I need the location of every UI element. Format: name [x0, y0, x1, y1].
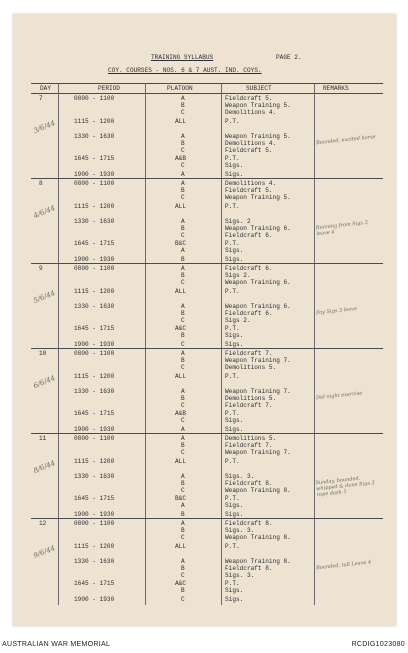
subject-cell: Weapon Training 6. [225, 279, 291, 287]
platoon-cell: B [181, 511, 185, 518]
subject-cell: Sigs. [225, 332, 244, 340]
period-cell: 1645 - 1715 [74, 495, 115, 502]
subject-cell: P.T. [225, 325, 240, 332]
platoon-cell: ALL [175, 373, 186, 380]
period-cell: 0800 - 1100 [74, 350, 115, 357]
subject-cell: Sigs. [225, 162, 244, 170]
day-divider [31, 263, 383, 264]
platoon-cell: B&C [175, 495, 186, 502]
subject-cell: Weapon Training 7. [225, 449, 291, 457]
period-cell: 1115 - 1200 [74, 203, 115, 210]
subject-cell: P.T. [225, 155, 240, 162]
platoon-cell: B [181, 225, 185, 233]
period-cell: 1645 - 1715 [74, 240, 115, 247]
period-cell: 1115 - 1200 [74, 373, 115, 380]
platoon-cell: C [181, 194, 185, 202]
platoon-cell: A [181, 247, 185, 255]
subject-cell: Demolitions 4. [225, 140, 277, 148]
platoon-cell: B [181, 587, 185, 595]
subject-cell: Weapon Training 5. [225, 194, 291, 202]
subject-cell: P.T. [225, 580, 240, 587]
subject-cell: Sigs. [225, 256, 244, 263]
subject-cell: Fieldcraft 8. [225, 520, 273, 527]
platoon-cell: A [181, 426, 185, 433]
subject-cell: P.T. [225, 203, 240, 210]
period-cell: 0800 - 1100 [74, 520, 115, 527]
period-cell: 1645 - 1715 [74, 410, 115, 417]
header-period: PERIOD [98, 85, 120, 92]
header-rule-bottom [31, 93, 383, 94]
subject-cell: Weapon Training 8. [225, 534, 291, 542]
platoon-cell: ALL [175, 203, 186, 210]
platoon-cell: A&C [175, 325, 186, 332]
platoon-cell: C [181, 417, 185, 425]
date-annotation: 5/6/44 [32, 289, 57, 305]
platoon-cell: A [181, 218, 185, 225]
platoon-cell: A [181, 558, 185, 565]
subject-cell: Fieldcraft 7. [225, 442, 273, 450]
subject-cell: Sigs 2. [225, 272, 251, 280]
header-day: DAY [40, 85, 51, 92]
platoon-cell: A [181, 350, 185, 357]
period-cell: 1330 - 1630 [74, 388, 115, 395]
platoon-cell: A&B [175, 410, 186, 417]
period-cell: 1900 - 1930 [74, 171, 115, 178]
subject-cell: P.T. [225, 410, 240, 417]
platoon-cell: B [181, 256, 185, 263]
platoon-cell: B [181, 332, 185, 340]
platoon-cell: C [181, 279, 185, 287]
remark-annotation: Bounded, excited horse [315, 134, 376, 147]
period-cell: 1330 - 1630 [74, 558, 115, 565]
subject-cell: Fieldcraft 7. [225, 402, 273, 410]
period-cell: 1330 - 1630 [74, 473, 115, 480]
subject-cell: P.T. [225, 543, 240, 550]
platoon-cell: A&B [175, 155, 186, 162]
platoon-cell: C [181, 317, 185, 325]
remark-annotation: Bounded, tall Leave 4 [315, 559, 372, 572]
platoon-cell: C [181, 534, 185, 542]
platoon-cell: ALL [175, 543, 186, 550]
subject-cell: Sigs. [225, 587, 244, 595]
subject-cell: Sigs. [225, 502, 244, 510]
period-cell: 1900 - 1930 [74, 256, 115, 263]
platoon-cell: A [181, 502, 185, 510]
subject-cell: Weapon Training 6. [225, 225, 291, 233]
platoon-cell: B [181, 527, 185, 535]
period-cell: 1115 - 1200 [74, 458, 115, 465]
platoon-cell: B&C [175, 240, 186, 247]
period-cell: 1900 - 1930 [74, 596, 115, 603]
platoon-cell: C [181, 449, 185, 457]
day-number: 8 [39, 180, 43, 187]
period-cell: 0800 - 1100 [74, 435, 115, 442]
period-cell: 1115 - 1200 [74, 543, 115, 550]
platoon-cell: C [181, 364, 185, 372]
subject-cell: Demolitions 5. [225, 435, 277, 442]
remark-annotation: Pay Sigs 3 leave [315, 305, 358, 317]
subject-cell: Sigs 2. [225, 317, 251, 325]
header-subject: SUBJECT [246, 85, 272, 92]
period-cell: 1900 - 1930 [74, 341, 115, 348]
platoon-cell: A [181, 473, 185, 480]
platoon-cell: ALL [175, 288, 186, 295]
document-subtitle: COY. COURSES - NOS. 6 & 7 AUST. IND. COYS. [108, 67, 262, 74]
period-cell: 1900 - 1930 [74, 511, 115, 518]
platoon-cell: B [181, 442, 185, 450]
platoon-cell: A [181, 265, 185, 272]
date-annotation: 8/6/44 [32, 459, 57, 475]
subject-cell: P.T. [225, 288, 240, 295]
subject-cell: Fieldcraft 5. [225, 95, 273, 102]
subject-cell: Fieldcraft 5. [225, 147, 273, 155]
platoon-cell: A [181, 171, 185, 178]
platoon-cell: A [181, 95, 185, 102]
period-cell: 1115 - 1200 [74, 288, 115, 295]
platoon-cell: ALL [175, 118, 186, 125]
platoon-cell: B [181, 395, 185, 403]
day-divider [31, 518, 383, 519]
platoon-cell: ALL [175, 458, 186, 465]
subject-cell: P.T. [225, 373, 240, 380]
day-number: 9 [39, 265, 43, 272]
platoon-cell: B [181, 480, 185, 488]
header-remarks: REMARKS [323, 85, 349, 92]
subject-cell: Weapon Training 5. [225, 102, 291, 110]
column-rule [314, 83, 315, 605]
subject-cell: P.T. [225, 458, 240, 465]
subject-cell: Sigs. 3. [225, 473, 255, 480]
subject-cell: Fieldcraft 8. [225, 565, 273, 573]
platoon-cell: B [181, 272, 185, 280]
subject-cell: Sigs. [225, 341, 244, 348]
platoon-cell: C [181, 572, 185, 580]
subject-cell: Fieldcraft 5. [225, 187, 273, 195]
day-number: 7 [39, 95, 43, 102]
platoon-cell: C [181, 341, 185, 348]
subject-cell: P.T. [225, 240, 240, 247]
subject-cell: P.T. [225, 118, 240, 125]
subject-cell: Weapon Training 6. [225, 303, 291, 310]
column-rule [58, 83, 59, 605]
subject-cell: Fieldcraft 8. [225, 480, 273, 488]
day-divider [31, 178, 383, 179]
remark-annotation: Sunday, bounded, whipped & done Sigs 3 rope dash 5 [315, 475, 376, 499]
platoon-cell: C [181, 487, 185, 495]
document-title: TRAINING SYLLABUS [151, 54, 214, 61]
period-cell: 1900 - 1930 [74, 426, 115, 433]
platoon-cell: C [181, 162, 185, 170]
date-annotation: 9/6/44 [32, 544, 57, 560]
subject-cell: Sigs. 2 [225, 218, 251, 225]
header-rule-top [31, 83, 383, 84]
platoon-cell: B [181, 310, 185, 318]
subject-cell: Weapon Training 8. [225, 487, 291, 495]
header-platoon: PLATOON [167, 85, 193, 92]
column-rule [145, 83, 146, 605]
subject-cell: Fieldcraft 6. [225, 265, 273, 272]
day-number: 10 [39, 350, 47, 357]
period-cell: 1645 - 1715 [74, 580, 115, 587]
period-cell: 0800 - 1100 [74, 95, 115, 102]
platoon-cell: C [181, 109, 185, 117]
platoon-cell: B [181, 565, 185, 573]
day-divider [31, 433, 383, 434]
subject-cell: Weapon Training 8. [225, 558, 291, 565]
subject-cell: Weapon Training 7. [225, 357, 291, 365]
period-cell: 1115 - 1200 [74, 118, 115, 125]
document-page [13, 14, 396, 626]
day-number: 12 [39, 520, 47, 527]
period-cell: 1330 - 1630 [74, 218, 115, 225]
platoon-cell: A [181, 388, 185, 395]
platoon-cell: A [181, 180, 185, 187]
subject-cell: Sigs. [225, 511, 244, 518]
column-rule [221, 83, 222, 605]
subject-cell: Sigs. [225, 417, 244, 425]
subject-cell: Demolitions 5. [225, 395, 277, 403]
subject-cell: Sigs. [225, 596, 244, 603]
date-annotation: 6/6/44 [32, 374, 57, 390]
subject-cell: Sigs. [225, 171, 244, 178]
platoon-cell: B [181, 140, 185, 148]
platoon-cell: C [181, 147, 185, 155]
platoon-cell: A&C [175, 580, 186, 587]
subject-cell: Demolitions 4. [225, 109, 277, 117]
platoon-cell: C [181, 402, 185, 410]
subject-cell: Demolitions 4. [225, 180, 277, 187]
page-number: PAGE 2. [276, 54, 302, 61]
date-annotation: 4/6/44 [32, 204, 57, 220]
day-number: 11 [39, 435, 47, 442]
platoon-cell: B [181, 102, 185, 110]
subject-cell: Sigs. [225, 247, 244, 255]
subject-cell: Fieldcraft 6. [225, 310, 273, 318]
subject-cell: P.T. [225, 495, 240, 502]
period-cell: 0800 - 1100 [74, 265, 115, 272]
footer-reference: RCDIG1023080 [351, 641, 405, 648]
platoon-cell: C [181, 596, 185, 603]
subject-cell: Sigs. 3. [225, 527, 255, 535]
period-cell: 1330 - 1630 [74, 133, 115, 140]
subject-cell: Fieldcraft 6. [225, 232, 273, 240]
subject-cell: Fieldcraft 7. [225, 350, 273, 357]
day-divider [31, 348, 383, 349]
subject-cell: Sigs. 3. [225, 572, 255, 580]
platoon-cell: B [181, 187, 185, 195]
platoon-cell: C [181, 232, 185, 240]
platoon-cell: A [181, 303, 185, 310]
platoon-cell: B [181, 357, 185, 365]
footer-credit: AUSTRALIAN WAR MEMORIAL [2, 641, 111, 648]
date-annotation: 3/6/44 [32, 119, 57, 135]
subject-cell: Weapon Training 7. [225, 388, 291, 395]
subject-cell: Demolitions 5. [225, 364, 277, 372]
platoon-cell: A [181, 520, 185, 527]
period-cell: 1645 - 1715 [74, 325, 115, 332]
remark-annotation: Running from Sigs 3 leave 4 [315, 219, 369, 238]
period-cell: 1330 - 1630 [74, 303, 115, 310]
platoon-cell: A [181, 435, 185, 442]
platoon-cell: A [181, 133, 185, 140]
period-cell: 1645 - 1715 [74, 155, 115, 162]
footer-bar [0, 635, 408, 653]
subject-cell: Weapon Training 5. [225, 133, 291, 140]
subject-cell: Sigs. [225, 426, 244, 433]
remark-annotation: Did night exercise [315, 390, 363, 402]
period-cell: 0800 - 1100 [74, 180, 115, 187]
